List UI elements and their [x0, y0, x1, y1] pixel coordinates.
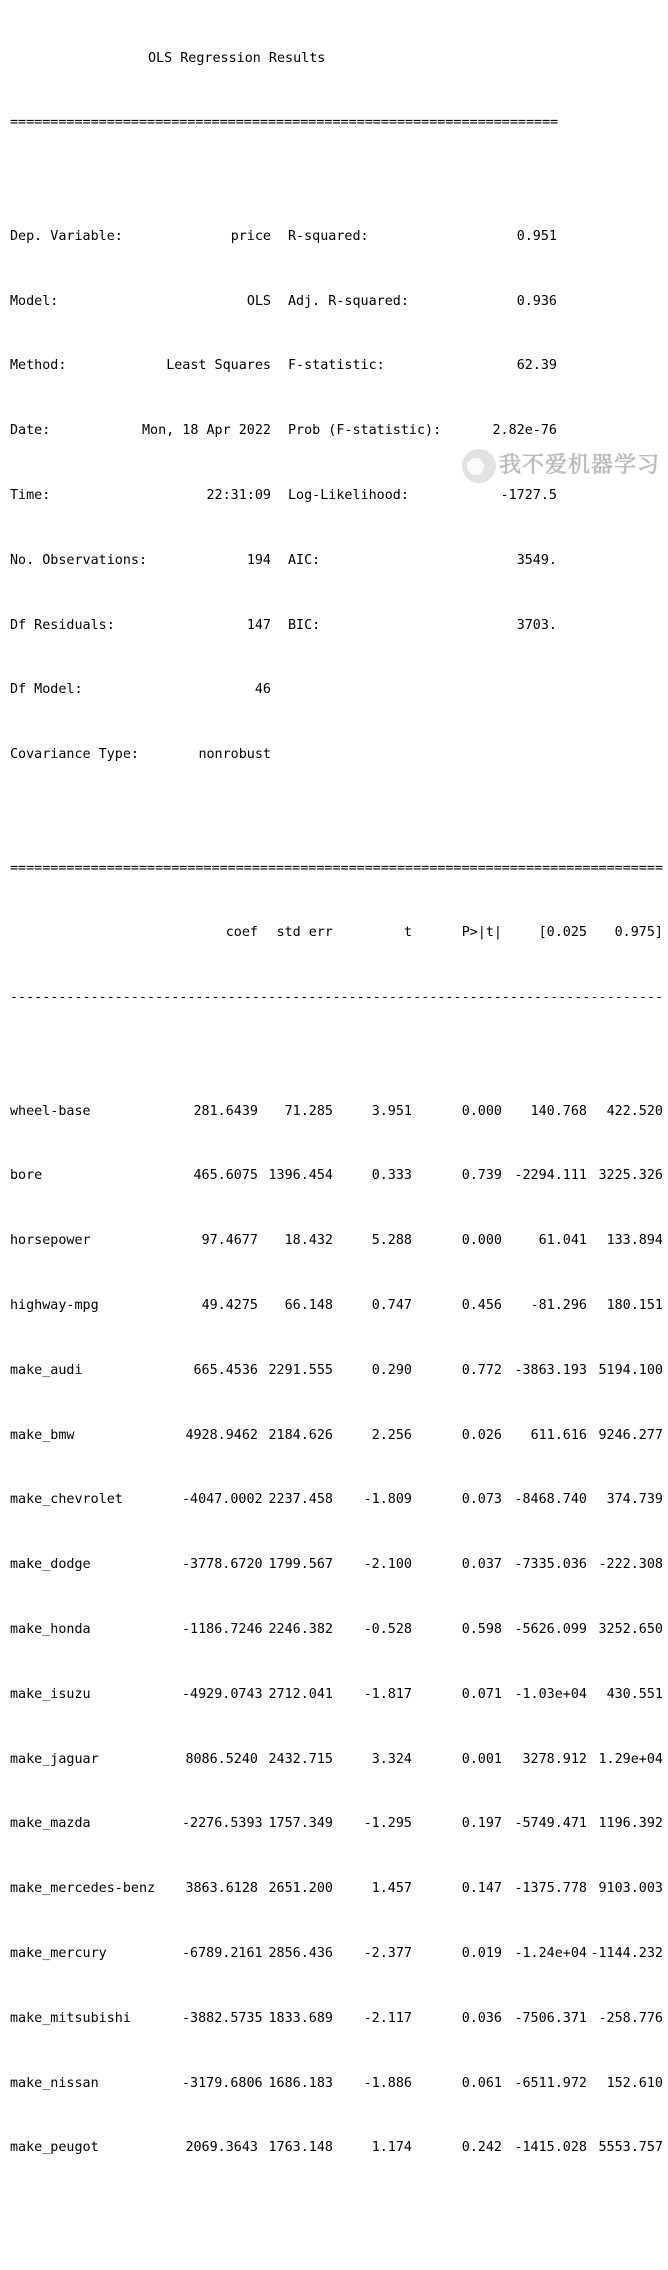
summary-pair-left: [10, 358, 271, 374]
coef-row-p: 0.001: [461, 1751, 502, 1767]
summary-value: OLS: [246, 293, 271, 309]
coef-header-ci-high: 0.975]: [614, 925, 663, 941]
coef-row-name: bore: [10, 1168, 43, 1184]
coef-row-ci-high: 1.29e+04: [598, 1751, 663, 1767]
coef-row-std-err: 66.148: [284, 1297, 333, 1313]
summary-value: 147: [246, 617, 271, 633]
coef-row-coef: 4928.9462: [185, 1427, 258, 1443]
coef-row-t: 0.290: [371, 1362, 412, 1378]
coef-row-coef: -2276.5393: [182, 1816, 263, 1832]
coef-row-p: 0.456: [461, 1297, 502, 1313]
coef-row-name: make_mercury: [10, 1945, 107, 1961]
table-row: [10, 1168, 668, 1184]
coef-row-name: make_dodge: [10, 1557, 91, 1573]
summary-label: Adj. R-squared:: [288, 293, 409, 309]
coef-row-coef: 2069.3643: [185, 2140, 258, 2156]
summary-label: Df Residuals:: [10, 617, 115, 633]
coef-row-p: 0.071: [461, 1686, 502, 1702]
coef-row-std-err: 2246.382: [268, 1621, 333, 1637]
coef-row-p: 0.739: [461, 1168, 502, 1184]
summary-row: [10, 423, 668, 439]
summary-value: 46: [254, 682, 271, 698]
coef-row-coef: -4047.0002: [182, 1492, 263, 1508]
coef-table-header: [10, 925, 668, 941]
summary-pair-right: [288, 618, 557, 634]
coef-row-ci-high: 5553.757: [598, 2140, 663, 2156]
coef-row-ci-low: -6511.972: [514, 2075, 587, 2091]
summary-value: 2.82e-76: [492, 423, 557, 439]
summary-value: 0.951: [516, 228, 557, 244]
coef-row-std-err: 1833.689: [268, 2010, 333, 2026]
coef-row-ci-low: -7335.036: [514, 1557, 587, 1573]
summary-value: 0.936: [516, 293, 557, 309]
coef-header-t: t: [403, 925, 412, 941]
coef-row-name: make_audi: [10, 1362, 83, 1378]
coef-row-coef: 465.6075: [193, 1168, 258, 1184]
summary-value: nonrobust: [198, 747, 271, 763]
summary-pair-right: [288, 294, 557, 310]
summary-value: -1727.5: [500, 488, 557, 503]
summary-section: [10, 180, 668, 812]
table-row: [10, 1622, 668, 1638]
summary-label: Df Model:: [10, 682, 83, 698]
coef-row-coef: 665.4536: [193, 1362, 258, 1378]
coef-row-ci-high: 1196.392: [598, 1816, 663, 1832]
summary-row: [10, 747, 668, 763]
table-row: [10, 1104, 668, 1120]
coef-row-std-err: 2432.715: [268, 1751, 333, 1767]
coef-row-ci-high: 180.151: [606, 1297, 663, 1313]
coef-row-t: 0.747: [371, 1297, 412, 1313]
coef-row-ci-low: -5749.471: [514, 1816, 587, 1832]
coef-row-name: make_peugot: [10, 2140, 99, 2156]
coef-row-std-err: 71.285: [284, 1103, 333, 1119]
summary-pair-right: [288, 229, 557, 245]
coef-row-p: 0.772: [461, 1362, 502, 1378]
coef-row-std-err: 1757.349: [268, 1816, 333, 1832]
coef-row-std-err: 1799.567: [268, 1557, 333, 1573]
coef-row-std-err: 2856.436: [268, 1945, 333, 1961]
coef-header-ci-low: [0.025: [538, 925, 587, 941]
coef-header-name: [10, 925, 182, 941]
coef-row-name: make_mazda: [10, 1816, 91, 1832]
summary-pair-left: [10, 747, 271, 763]
coef-row-t: -0.528: [363, 1621, 412, 1637]
coef-row-name: make_isuzu: [10, 1686, 91, 1702]
coef-row-p: 0.037: [461, 1557, 502, 1573]
coef-row-name: make_jaguar: [10, 1751, 99, 1767]
summary-value: Mon, 18 Apr 2022: [142, 423, 271, 439]
table-row: [10, 1233, 668, 1249]
coef-row-name: make_nissan: [10, 2075, 99, 2091]
summary-value: price: [230, 228, 271, 244]
coef-row-ci-low: -1.24e+04: [514, 1945, 587, 1961]
coef-row-t: -1.886: [363, 2075, 412, 2091]
table-row: [10, 1881, 668, 1897]
summary-value: 3549.: [516, 552, 557, 568]
coef-row-ci-high: -222.308: [598, 1557, 663, 1573]
coef-header-p: P>|t|: [461, 925, 502, 941]
coef-row-coef: -3179.6806: [182, 2075, 263, 2091]
summary-label: F-statistic:: [288, 358, 385, 374]
coef-table-body: [10, 1055, 668, 2205]
coef-row-coef: 3863.6128: [185, 1881, 258, 1897]
summary-pair-left: [10, 488, 271, 504]
summary-label: AIC:: [288, 552, 321, 568]
table-row: [10, 1946, 668, 1962]
summary-pair-left: [10, 229, 271, 245]
coef-row-t: 3.951: [371, 1103, 412, 1119]
summary-row: [10, 682, 668, 698]
coef-row-std-err: 2237.458: [268, 1492, 333, 1508]
summary-label: No. Observations:: [10, 552, 148, 568]
table-row: [10, 1752, 668, 1768]
coef-row-ci-high: 9246.277: [598, 1427, 663, 1443]
table-row: [10, 1816, 668, 1832]
coef-row-std-err: 2651.200: [268, 1881, 333, 1897]
coef-row-ci-low: -8468.740: [514, 1492, 587, 1508]
summary-value: 62.39: [516, 358, 557, 374]
coef-row-ci-high: 430.551: [606, 1686, 663, 1702]
coef-row-ci-high: 9103.003: [598, 1881, 663, 1897]
coef-row-ci-low: -3863.193: [514, 1362, 587, 1378]
summary-row: [10, 229, 668, 245]
coef-row-p: 0.000: [461, 1103, 502, 1119]
coef-row-std-err: 1763.148: [268, 2140, 333, 2156]
summary-pair-right: [288, 488, 557, 504]
summary-value: Least Squares: [166, 358, 271, 374]
separator-double-line-table: =================================================================================: [10, 860, 664, 876]
coef-row-name: wheel-base: [10, 1103, 91, 1119]
report-title: OLS Regression Results: [148, 50, 326, 66]
coef-row-coef: -3882.5735: [182, 2010, 263, 2026]
coef-row-std-err: 18.432: [284, 1233, 333, 1249]
coef-row-name: highway-mpg: [10, 1297, 99, 1313]
coef-row-ci-high: 374.739: [606, 1492, 663, 1508]
coef-row-name: make_honda: [10, 1621, 91, 1637]
table-row: [10, 1363, 668, 1379]
table-row: [10, 1557, 668, 1573]
coef-row-std-err: 1396.454: [268, 1168, 333, 1184]
table-row: [10, 1492, 668, 1508]
coef-row-std-err: 2291.555: [268, 1362, 333, 1378]
coef-row-t: -2.100: [363, 1557, 412, 1573]
coef-row-t: 3.324: [371, 1751, 412, 1767]
coef-row-p: 0.026: [461, 1427, 502, 1443]
table-row: [10, 2011, 668, 2027]
summary-label: R-squared:: [288, 228, 369, 244]
summary-value: 22:31:09: [206, 488, 271, 503]
coef-row-p: 0.061: [461, 2075, 502, 2091]
coef-row-ci-low: -7506.371: [514, 2010, 587, 2026]
summary-pair-right: [288, 553, 557, 569]
coef-row-p: 0.147: [461, 1881, 502, 1897]
summary-row: [10, 358, 668, 374]
summary-row: [10, 294, 668, 310]
coef-row-t: -1.295: [363, 1816, 412, 1832]
coef-row-p: 0.073: [461, 1492, 502, 1508]
coef-row-p: 0.242: [461, 2140, 502, 2156]
coef-row-ci-low: 61.041: [538, 1233, 587, 1249]
summary-label: Method:: [10, 358, 67, 374]
coef-row-name: make_bmw: [10, 1427, 75, 1443]
coef-row-ci-high: 133.894: [606, 1233, 663, 1249]
coef-header-std-err: std err: [276, 925, 333, 941]
coef-row-coef: -6789.2161: [182, 1945, 263, 1961]
coef-row-p: 0.197: [461, 1816, 502, 1832]
coef-row-name: make_chevrolet: [10, 1492, 123, 1508]
coef-row-ci-low: -2294.111: [514, 1168, 587, 1184]
coef-row-coef: 49.4275: [201, 1297, 258, 1313]
coef-row-std-err: 1686.183: [268, 2075, 333, 2091]
coef-row-ci-low: -5626.099: [514, 1621, 587, 1637]
coef-row-std-err: 2712.041: [268, 1686, 333, 1702]
table-row: [10, 1687, 668, 1703]
summary-label: Dep. Variable:: [10, 228, 123, 244]
coef-row-std-err: 2184.626: [268, 1427, 333, 1443]
table-row: [10, 1298, 668, 1314]
summary-pair-right: [288, 682, 557, 698]
coef-row-name: make_mercedes-benz: [10, 1881, 156, 1897]
coef-row-ci-low: 140.768: [530, 1103, 587, 1119]
separator-double-line-top: ====================================================================: [10, 115, 559, 131]
summary-pair-left: [10, 423, 271, 439]
coef-row-ci-high: -258.776: [598, 2010, 663, 2026]
coef-row-coef: -4929.0743: [182, 1686, 263, 1702]
summary-pair-left: [10, 618, 271, 634]
summary-label: Model:: [10, 293, 59, 309]
coef-row-ci-high: 5194.100: [598, 1362, 663, 1378]
coef-row-t: -1.817: [363, 1686, 412, 1702]
summary-pair-right: [288, 423, 557, 439]
summary-value: 194: [246, 552, 271, 568]
coef-row-t: -2.117: [363, 2010, 412, 2026]
coef-row-ci-low: -81.296: [530, 1297, 587, 1313]
summary-row: [10, 618, 668, 634]
summary-label: Covariance Type:: [10, 747, 139, 763]
coef-row-ci-high: 3225.326: [598, 1168, 663, 1184]
coef-row-ci-low: -1415.028: [514, 2140, 587, 2156]
coef-row-p: 0.598: [461, 1621, 502, 1637]
coef-row-t: -1.809: [363, 1492, 412, 1508]
watermark-text: 我不爱机器学习: [499, 452, 661, 478]
summary-pair-left: [10, 553, 271, 569]
coef-row-name: horsepower: [10, 1233, 91, 1249]
summary-label: BIC:: [288, 617, 321, 633]
table-row: [10, 2140, 668, 2156]
summary-label: Date:: [10, 423, 51, 439]
coef-row-ci-high: 3252.650: [598, 1621, 663, 1637]
summary-pair-left: [10, 682, 271, 698]
coef-row-ci-low: -1375.778: [514, 1881, 587, 1897]
coef-row-coef: 8086.5240: [185, 1751, 258, 1767]
coef-row-p: 0.036: [461, 2010, 502, 2026]
coef-header-coef: coef: [225, 925, 258, 941]
summary-label: Prob (F-statistic):: [288, 423, 442, 439]
separator-dashed-line: ---------------------------------------------------------------------------------: [10, 990, 664, 1006]
coef-row-coef: -3778.6720: [182, 1557, 263, 1573]
coef-row-ci-low: -1.03e+04: [514, 1686, 587, 1702]
summary-value: 3703.: [516, 617, 557, 633]
coef-row-t: -2.377: [363, 1945, 412, 1961]
summary-pair-right: [288, 358, 557, 374]
coef-row-name: make_mitsubishi: [10, 2010, 131, 2026]
coef-row-t: 0.333: [371, 1168, 412, 1184]
coef-row-t: 2.256: [371, 1427, 412, 1443]
coef-row-coef: -1186.7246: [182, 1621, 263, 1637]
coef-row-ci-low: 611.616: [530, 1427, 587, 1443]
summary-pair-left: [10, 294, 271, 310]
summary-label: Time:: [10, 488, 51, 503]
coef-row-t: 5.288: [371, 1233, 412, 1249]
table-row: [10, 1428, 668, 1444]
coef-row-coef: 281.6439: [193, 1103, 258, 1119]
coef-row-p: 0.000: [461, 1233, 502, 1249]
coef-row-t: 1.457: [371, 1881, 412, 1897]
summary-label: Log-Likelihood:: [288, 488, 409, 503]
coef-row-t: 1.174: [371, 2140, 412, 2156]
summary-pair-right: [288, 747, 557, 763]
summary-row: [10, 553, 668, 569]
coef-row-ci-high: 422.520: [606, 1103, 663, 1119]
coef-row-coef: 97.4677: [201, 1233, 258, 1249]
coef-row-ci-high: 152.610: [606, 2075, 663, 2091]
coef-row-p: 0.019: [461, 1945, 502, 1961]
summary-row: [10, 488, 668, 504]
coef-row-ci-low: 3278.912: [522, 1751, 587, 1767]
table-row: [10, 2076, 668, 2092]
coef-row-ci-high: -1144.232: [590, 1945, 663, 1961]
